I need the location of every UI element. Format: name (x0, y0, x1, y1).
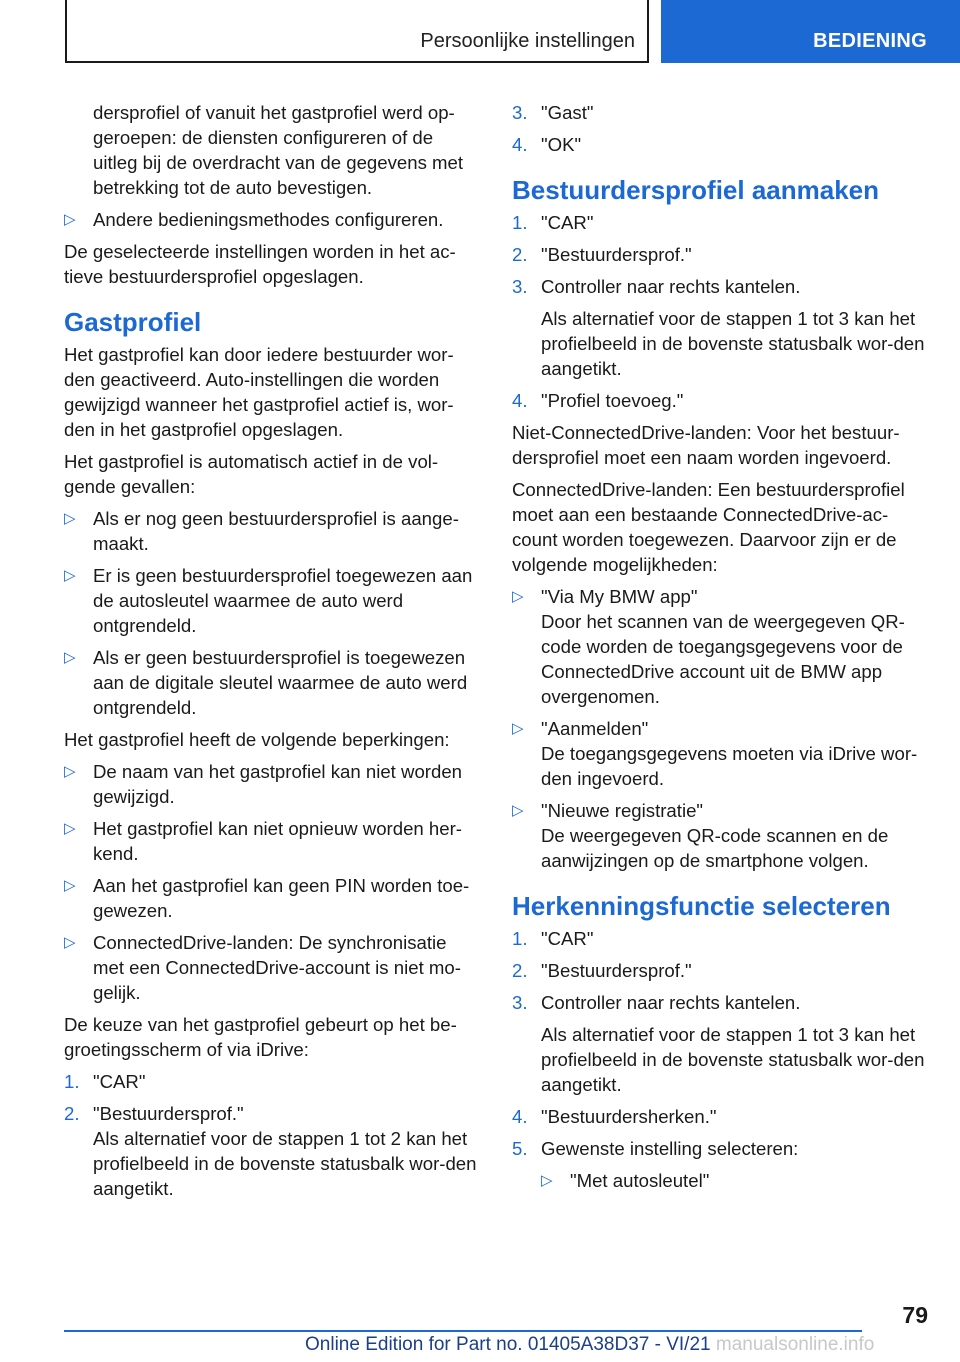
numbered-step: 2. "Bestuurdersprof." (512, 960, 692, 981)
numbered-step: 1. "CAR" (512, 212, 594, 233)
bullet-item: ▷ "Met autosleutel" (541, 1170, 710, 1191)
step-note: Als alternatief voor de stappen 1 tot 3 kan het profielbeeld in de bovenste statusbalk wor-den aangetikt. (541, 308, 925, 379)
footer-rule (64, 1330, 862, 1332)
step-note: Als alternatief voor de stappen 1 tot 3 kan het profielbeeld in de bovenste statusbalk wor-den aangetikt. (541, 1024, 925, 1095)
paragraph: De keuze van het gastprofiel gebeurt op het be-groetingsscherm of via iDrive: (64, 1014, 457, 1060)
watermark: manualsonline.info (715, 1334, 875, 1355)
triangle-bullet-icon: ▷ (64, 510, 76, 527)
step-number: 3. (512, 276, 528, 297)
option-description: Door het scannen van de weergegeven QR-code worden de toegangsgegevens voor de ConnectedDrive account uit de BMW app overgenomen. (541, 611, 905, 707)
step-note: Als alternatief voor de stappen 1 tot 2 kan het profielbeeld in de bovenste statusbalk wor-den aangetikt. (93, 1128, 477, 1199)
triangle-bullet-icon: ▷ (512, 720, 524, 737)
bullet-item: ▷ "Aanmelden" (512, 718, 649, 739)
step-number: 1. (64, 1071, 80, 1092)
triangle-bullet-icon: ▷ (64, 649, 76, 666)
numbered-step: 2. "Bestuurdersprof." (64, 1103, 244, 1124)
step-number: 4. (512, 390, 528, 411)
right-column (512, 100, 928, 1200)
numbered-step: 4. "Bestuurdersherken." (512, 1106, 717, 1127)
edition-text: Online Edition for Part no. 01405A38D37 - VI/21 (305, 1334, 711, 1355)
paragraph: Het gastprofiel kan door iedere bestuurder wor-den geactiveerd. Auto-instellingen die worden gewijzigd wanneer het gastprofiel actief is, wor-den in het gastprofiel opgeslagen. (64, 344, 454, 440)
step-number: 1. (512, 212, 528, 233)
step-number: 4. (512, 134, 528, 155)
section-title: BEDIENING (813, 30, 927, 52)
triangle-bullet-icon: ▷ (64, 567, 76, 584)
paragraph: Niet-ConnectedDrive-landen: Voor het bestuur-dersprofiel moet een naam worden ingevoerd. (512, 422, 900, 468)
step-number: 2. (64, 1103, 80, 1124)
footer-edition (305, 1334, 874, 1356)
step-number: 5. (512, 1138, 528, 1159)
option-description: De weergegeven QR-code scannen en de aanwijzingen op de smartphone volgen. (541, 825, 889, 871)
step-number: 2. (512, 960, 528, 981)
numbered-step: 3. "Gast" (512, 102, 594, 123)
numbered-step: 3. Controller naar rechts kantelen. (512, 276, 801, 297)
bullet-item: ▷ Er is geen bestuurdersprofiel toegewezen aan de autosleutel waarmee de auto werd ontgrendeld. (64, 565, 473, 636)
left-column (64, 100, 479, 1208)
paragraph: Het gastprofiel heeft de volgende beperkingen: (64, 729, 450, 750)
heading-create-profile: Bestuurdersprofiel aanmaken (512, 175, 880, 205)
triangle-bullet-icon: ▷ (541, 1172, 553, 1189)
bullet-item: ▷ "Nieuwe registratie" (512, 800, 704, 821)
triangle-bullet-icon: ▷ (64, 211, 76, 228)
bullet-item: ▷ "Via My BMW app" (512, 586, 698, 607)
header-section-tab (661, 0, 960, 63)
numbered-step: 2. "Bestuurdersprof." (512, 244, 692, 265)
bullet-item: ▷ De naam van het gastprofiel kan niet worden gewijzigd. (64, 761, 462, 807)
step-number: 3. (512, 992, 528, 1013)
numbered-step: 1. "CAR" (64, 1071, 146, 1092)
paragraph: Het gastprofiel is automatisch actief in de vol-gende gevallen: (64, 451, 439, 497)
bullet-item: ▷ Andere bedieningsmethodes configureren. (64, 209, 444, 230)
intro-continuation: dersprofiel of vanuit het gastprofiel werd op-geroepen: de diensten configureren of de uitleg bij de overdracht van de gegevens met betrekking tot de auto bevestigen. (93, 102, 464, 198)
header-left-box (65, 0, 649, 63)
numbered-step: 5. Gewenste instelling selecteren: (512, 1138, 799, 1159)
numbered-step: 3. Controller naar rechts kantelen. (512, 992, 801, 1013)
triangle-bullet-icon: ▷ (64, 763, 76, 780)
chapter-title: Persoonlijke instellingen (420, 30, 635, 52)
paragraph: De geselecteerde instellingen worden in het ac-tieve bestuurdersprofiel opgeslagen. (64, 241, 456, 287)
bullet-item: ▷ Als er nog geen bestuurdersprofiel is aange-maakt. (64, 508, 459, 554)
option-description: De toegangsgegevens moeten via iDrive wor-den ingevoerd. (541, 743, 918, 789)
heading-gastprofiel: Gastprofiel (64, 307, 202, 337)
numbered-step: 4. "Profiel toevoeg." (512, 390, 684, 411)
triangle-bullet-icon: ▷ (64, 820, 76, 837)
step-number: 3. (512, 102, 528, 123)
triangle-bullet-icon: ▷ (64, 877, 76, 894)
page-number: 79 (902, 1302, 928, 1328)
step-number: 4. (512, 1106, 528, 1127)
heading-recognition: Herkenningsfunctie selecteren (512, 891, 891, 921)
triangle-bullet-icon: ▷ (512, 802, 524, 819)
paragraph: ConnectedDrive-landen: Een bestuurdersprofiel moet aan een bestaande ConnectedDrive-ac-count worden toegewezen. Daarvoor zijn er de volgende mogelijkheden: (512, 479, 905, 575)
step-number: 1. (512, 928, 528, 949)
triangle-bullet-icon: ▷ (512, 588, 524, 605)
step-number: 2. (512, 244, 528, 265)
numbered-step: 1. "CAR" (512, 928, 594, 949)
bullet-item: ▷ ConnectedDrive-landen: De synchronisatie met een ConnectedDrive-account is niet mo-gelijk. (64, 932, 461, 1003)
bullet-item: ▷ Als er geen bestuurdersprofiel is toegewezen aan de digitale sleutel waarmee de auto werd ontgrendeld. (64, 647, 468, 718)
bullet-item: ▷ Het gastprofiel kan niet opnieuw worden her-kend. (64, 818, 462, 864)
numbered-step: 4. "OK" (512, 134, 582, 155)
triangle-bullet-icon: ▷ (64, 934, 76, 951)
bullet-item: ▷ Aan het gastprofiel kan geen PIN worden toe-gewezen. (64, 875, 470, 921)
